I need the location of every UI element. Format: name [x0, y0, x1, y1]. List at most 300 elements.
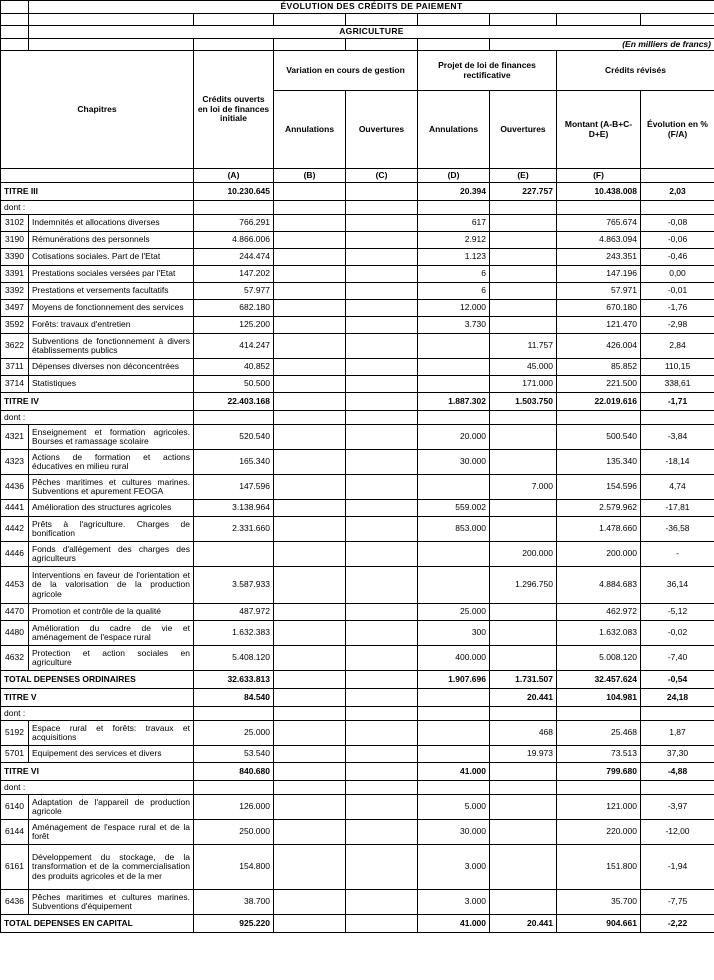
- cell-b: [274, 201, 346, 215]
- cell-d: 559.002: [418, 500, 490, 517]
- cell-c: [346, 215, 418, 232]
- blank-cell: [418, 13, 490, 26]
- chapter-number: 4321: [1, 425, 29, 450]
- cell-e: 1.296.750: [490, 567, 557, 604]
- cell-b: [274, 411, 346, 425]
- dont-label: dont :: [1, 781, 194, 795]
- cell-d: 6: [418, 283, 490, 300]
- cell-d: 400.000: [418, 646, 490, 671]
- cell-b: [274, 721, 346, 746]
- cell-b: [274, 795, 346, 820]
- cell-a: 244.474: [194, 249, 274, 266]
- chapter-number: 4470: [1, 604, 29, 621]
- cell-a: 10.230.645: [194, 183, 274, 201]
- cell-d: 41.000: [418, 915, 490, 933]
- cell-d: [418, 689, 490, 707]
- cell-e: 171.000: [490, 376, 557, 393]
- table-row: [1, 721, 714, 746]
- cell-a: [194, 411, 274, 425]
- chapter-number: 3391: [1, 266, 29, 283]
- chapter-label: Développement du stockage, de la transformation et de la commercialisation des produits agricoles et de la mer: [29, 845, 194, 890]
- blank-cell: [641, 13, 714, 26]
- cell-f: 147.196: [557, 266, 641, 283]
- cell-c: [346, 249, 418, 266]
- table-row: [1, 795, 714, 820]
- table-row: [1, 646, 714, 671]
- cell-e: [490, 621, 557, 646]
- data-rows: [1, 183, 714, 933]
- blank-cell: [274, 13, 346, 26]
- titre-row: [1, 393, 714, 411]
- cell-a: 682.180: [194, 300, 274, 317]
- table-row: [1, 266, 714, 283]
- blank-cell: [346, 13, 418, 26]
- cell-c: [346, 604, 418, 621]
- cell-evolution: -1,94: [641, 845, 714, 890]
- cell-b: [274, 763, 346, 781]
- cell-d: 3.730: [418, 317, 490, 334]
- cell-evolution: -1,76: [641, 300, 714, 317]
- cell-b: [274, 317, 346, 334]
- dont-label: dont :: [1, 201, 194, 215]
- cell-b: [274, 500, 346, 517]
- cell-c: [346, 450, 418, 475]
- chapter-number: 4436: [1, 475, 29, 500]
- cell-e: [490, 249, 557, 266]
- letter-d: (D): [418, 169, 490, 183]
- units-spacer-1: [1, 38, 29, 51]
- chapter-label: Interventions en faveur de l'orientation et de la valorisation de la production agricole: [29, 567, 194, 604]
- chapter-label: Espace rural et forêts: travaux et acquisitions: [29, 721, 194, 746]
- cell-e: [490, 795, 557, 820]
- cell-d: 20.394: [418, 183, 490, 201]
- table-row: [1, 359, 714, 376]
- cell-evolution: [641, 411, 714, 425]
- cell-c: [346, 820, 418, 845]
- cell-a: 766.291: [194, 215, 274, 232]
- cell-f: 4.863.094: [557, 232, 641, 249]
- chapter-label: Actions de formation et actions éducatives en milieu rural: [29, 450, 194, 475]
- cell-f: 121.470: [557, 317, 641, 334]
- cell-f: 220.000: [557, 820, 641, 845]
- table-row: [1, 542, 714, 567]
- cell-e: [490, 707, 557, 721]
- chapter-number: 4442: [1, 517, 29, 542]
- cell-d: [418, 746, 490, 763]
- cell-f: [557, 201, 641, 215]
- cell-b: [274, 283, 346, 300]
- cell-c: [346, 359, 418, 376]
- cell-d: 20.000: [418, 425, 490, 450]
- cell-c: [346, 721, 418, 746]
- cell-c: [346, 763, 418, 781]
- cell-evolution: -: [641, 542, 714, 567]
- cell-b: [274, 450, 346, 475]
- cell-a: [194, 542, 274, 567]
- cell-f: [557, 707, 641, 721]
- cell-e: [490, 845, 557, 890]
- cell-d: 1.907.696: [418, 671, 490, 689]
- cell-a: 2.331.660: [194, 517, 274, 542]
- cell-d: 1.887.302: [418, 393, 490, 411]
- cell-c: [346, 567, 418, 604]
- chapter-label: Aménagement de l'espace rural et de la forêt: [29, 820, 194, 845]
- cell-f: 200.000: [557, 542, 641, 567]
- chapter-label: Prêts à l'agriculture. Charges de bonification: [29, 517, 194, 542]
- chapter-label: Adaptation de l'appareil de production agricole: [29, 795, 194, 820]
- cell-e: [490, 300, 557, 317]
- cell-d: [418, 201, 490, 215]
- cell-a: 250.000: [194, 820, 274, 845]
- cell-evolution: 24,18: [641, 689, 714, 707]
- cell-c: [346, 671, 418, 689]
- blank-row-1: [1, 13, 714, 26]
- chapter-label: Dépenses diverses non déconcentrées: [29, 359, 194, 376]
- cell-d: [418, 567, 490, 604]
- cell-e: 1.503.750: [490, 393, 557, 411]
- cell-f: 904.661: [557, 915, 641, 933]
- titre-row: [1, 763, 714, 781]
- units-label: (En milliers de francs): [490, 38, 714, 51]
- cell-c: [346, 795, 418, 820]
- header-variation-group: Variation en cours de gestion: [274, 51, 418, 91]
- cell-a: 57.977: [194, 283, 274, 300]
- cell-d: 617: [418, 215, 490, 232]
- cell-b: [274, 425, 346, 450]
- row-title: TITRE VI: [1, 763, 194, 781]
- chapter-number: 3714: [1, 376, 29, 393]
- table-row: [1, 845, 714, 890]
- table-row: [1, 249, 714, 266]
- cell-d: 41.000: [418, 763, 490, 781]
- cell-a: 25.000: [194, 721, 274, 746]
- cell-e: 7.000: [490, 475, 557, 500]
- cell-f: [557, 411, 641, 425]
- chapter-label: Rémunérations des personnels: [29, 232, 194, 249]
- row-title: TITRE III: [1, 183, 194, 201]
- cell-e: 200.000: [490, 542, 557, 567]
- cell-b: [274, 542, 346, 567]
- cell-f: 462.972: [557, 604, 641, 621]
- cell-evolution: -0,54: [641, 671, 714, 689]
- cell-a: [194, 201, 274, 215]
- cell-e: [490, 201, 557, 215]
- cell-f: 426.004: [557, 334, 641, 359]
- chapter-number: 5701: [1, 746, 29, 763]
- cell-f: 1.632.083: [557, 621, 641, 646]
- cell-e: 227.757: [490, 183, 557, 201]
- units-spacer-3: [194, 38, 274, 51]
- cell-c: [346, 707, 418, 721]
- chapter-label: Amélioration du cadre de vie et aménagement de l'espace rural: [29, 621, 194, 646]
- cell-f: 104.981: [557, 689, 641, 707]
- cell-a: 165.340: [194, 450, 274, 475]
- table-row: [1, 376, 714, 393]
- chapter-label: Pêches maritimes et cultures marines. Subventions d'équipement: [29, 890, 194, 915]
- cell-f: 243.351: [557, 249, 641, 266]
- table-row: [1, 890, 714, 915]
- cell-a: 40.852: [194, 359, 274, 376]
- cell-a: 840.680: [194, 763, 274, 781]
- units-spacer-6: [418, 38, 490, 51]
- table-row: [1, 621, 714, 646]
- cell-f: 221.500: [557, 376, 641, 393]
- cell-a: 4.866.006: [194, 232, 274, 249]
- cell-d: [418, 707, 490, 721]
- header-revises-group: Crédits révisés: [557, 51, 714, 91]
- cell-b: [274, 266, 346, 283]
- cell-b: [274, 334, 346, 359]
- cell-f: 25.468: [557, 721, 641, 746]
- cell-b: [274, 300, 346, 317]
- chapter-number: 6436: [1, 890, 29, 915]
- cell-e: [490, 500, 557, 517]
- cell-f: 500.540: [557, 425, 641, 450]
- page-subtitle: AGRICULTURE: [29, 26, 714, 39]
- cell-c: [346, 689, 418, 707]
- cell-d: [418, 781, 490, 795]
- header-montant: Montant (A-B+C-D+E): [557, 91, 641, 169]
- cell-f: [557, 781, 641, 795]
- cell-c: [346, 334, 418, 359]
- letter-e: (E): [490, 169, 557, 183]
- cell-evolution: 1,87: [641, 721, 714, 746]
- header-credits-ouverts: Crédits ouverts en loi de finances initiale: [194, 51, 274, 169]
- cell-b: [274, 517, 346, 542]
- header-ouvertures-gestion: Ouvertures: [346, 91, 418, 169]
- cell-evolution: [641, 707, 714, 721]
- chapter-number: 4323: [1, 450, 29, 475]
- cell-f: 57.971: [557, 283, 641, 300]
- cell-f: 135.340: [557, 450, 641, 475]
- row-title: TITRE IV: [1, 393, 194, 411]
- cell-evolution: 2,84: [641, 334, 714, 359]
- cell-a: 487.972: [194, 604, 274, 621]
- cell-e: 468: [490, 721, 557, 746]
- cell-a: 414.247: [194, 334, 274, 359]
- group-header-row: [1, 51, 714, 91]
- chapter-number: 3102: [1, 215, 29, 232]
- total-row: [1, 671, 714, 689]
- cell-c: [346, 201, 418, 215]
- blank-cell: [194, 13, 274, 26]
- chapter-number: 6140: [1, 795, 29, 820]
- cell-f: 799.680: [557, 763, 641, 781]
- cell-f: 121.000: [557, 795, 641, 820]
- chapter-label: Promotion et contrôle de la qualité: [29, 604, 194, 621]
- cell-evolution: 2,03: [641, 183, 714, 201]
- cell-f: 32.457.624: [557, 671, 641, 689]
- chapter-label: Moyens de fonctionnement des services: [29, 300, 194, 317]
- chapter-number: 6161: [1, 845, 29, 890]
- chapter-number: 3711: [1, 359, 29, 376]
- cell-d: 12.000: [418, 300, 490, 317]
- cell-c: [346, 890, 418, 915]
- table-row: [1, 300, 714, 317]
- cell-a: 126.000: [194, 795, 274, 820]
- cell-b: [274, 915, 346, 933]
- chapter-label: Forêts: travaux d'entretien: [29, 317, 194, 334]
- cell-a: 154.800: [194, 845, 274, 890]
- cell-b: [274, 621, 346, 646]
- header-evolution: Évolution en % (F/A): [641, 91, 714, 169]
- cell-b: [274, 215, 346, 232]
- table-row: [1, 215, 714, 232]
- cell-e: [490, 283, 557, 300]
- cell-evolution: -18,14: [641, 450, 714, 475]
- units-spacer-4: [274, 38, 346, 51]
- cell-b: [274, 845, 346, 890]
- cell-b: [274, 689, 346, 707]
- chapter-number: 3390: [1, 249, 29, 266]
- cell-d: [418, 376, 490, 393]
- cell-b: [274, 604, 346, 621]
- cell-evolution: 37,30: [641, 746, 714, 763]
- cell-f: 35.700: [557, 890, 641, 915]
- cell-e: [490, 890, 557, 915]
- chapter-label: Pêches maritimes et cultures marines. Subventions et apurement FEOGA: [29, 475, 194, 500]
- letter-c: (C): [346, 169, 418, 183]
- dont-row: [1, 781, 714, 795]
- row-title: TITRE V: [1, 689, 194, 707]
- cell-e: 1.731.507: [490, 671, 557, 689]
- cell-e: [490, 763, 557, 781]
- cell-a: 38.700: [194, 890, 274, 915]
- cell-f: 5.008.120: [557, 646, 641, 671]
- title-spacer-left: [1, 1, 29, 14]
- chapter-label: Protection et action sociales en agriculture: [29, 646, 194, 671]
- cell-a: 125.200: [194, 317, 274, 334]
- cell-e: [490, 411, 557, 425]
- table-row: [1, 317, 714, 334]
- cell-evolution: -12,00: [641, 820, 714, 845]
- cell-c: [346, 283, 418, 300]
- cell-d: [418, 475, 490, 500]
- cell-b: [274, 646, 346, 671]
- cell-c: [346, 300, 418, 317]
- table-row: [1, 475, 714, 500]
- cell-a: [194, 781, 274, 795]
- cell-e: 45.000: [490, 359, 557, 376]
- units-spacer-5: [346, 38, 418, 51]
- letter-b: (B): [274, 169, 346, 183]
- cell-e: [490, 450, 557, 475]
- chapter-number: 4453: [1, 567, 29, 604]
- cell-evolution: -3,97: [641, 795, 714, 820]
- cell-e: 19.973: [490, 746, 557, 763]
- chapter-label: Indemnités et allocations diverses: [29, 215, 194, 232]
- cell-d: 853.000: [418, 517, 490, 542]
- cell-a: 84.540: [194, 689, 274, 707]
- table-row: [1, 500, 714, 517]
- cell-c: [346, 183, 418, 201]
- cell-c: [346, 915, 418, 933]
- cell-e: 11.757: [490, 334, 557, 359]
- units-row: [1, 38, 714, 51]
- dont-label: dont :: [1, 707, 194, 721]
- table-row: [1, 232, 714, 249]
- blank-cell: [557, 13, 641, 26]
- cell-b: [274, 393, 346, 411]
- cell-e: [490, 425, 557, 450]
- cell-d: [418, 334, 490, 359]
- cell-evolution: -36,58: [641, 517, 714, 542]
- cell-c: [346, 517, 418, 542]
- cell-d: 1.123: [418, 249, 490, 266]
- chapter-number: 5192: [1, 721, 29, 746]
- cell-a: 3.587.933: [194, 567, 274, 604]
- cell-d: [418, 721, 490, 746]
- cell-c: [346, 425, 418, 450]
- table-row: [1, 820, 714, 845]
- cell-e: [490, 820, 557, 845]
- cell-f: 151.800: [557, 845, 641, 890]
- cell-e: [490, 317, 557, 334]
- cell-b: [274, 820, 346, 845]
- cell-a: 520.540: [194, 425, 274, 450]
- units-spacer-2: [29, 38, 194, 51]
- cell-b: [274, 781, 346, 795]
- cell-e: [490, 215, 557, 232]
- dont-row: [1, 707, 714, 721]
- chapter-number: 4480: [1, 621, 29, 646]
- chapter-label: Prestations sociales versées par l'Etat: [29, 266, 194, 283]
- blank-cell: [29, 13, 194, 26]
- table-row: [1, 517, 714, 542]
- cell-evolution: -3,84: [641, 425, 714, 450]
- letter-spacer: [1, 169, 194, 183]
- dont-label: dont :: [1, 411, 194, 425]
- cell-b: [274, 890, 346, 915]
- titre-row: [1, 183, 714, 201]
- chapter-label: Cotisations sociales. Part de l'Etat: [29, 249, 194, 266]
- chapter-label: Equipement des services et divers: [29, 746, 194, 763]
- cell-d: 5.000: [418, 795, 490, 820]
- cell-c: [346, 411, 418, 425]
- cell-f: 2.579.962: [557, 500, 641, 517]
- cell-b: [274, 707, 346, 721]
- cell-evolution: -2,98: [641, 317, 714, 334]
- cell-b: [274, 232, 346, 249]
- chapter-label: Fonds d'allégement des charges des agriculteurs: [29, 542, 194, 567]
- cell-d: 25.000: [418, 604, 490, 621]
- dont-row: [1, 411, 714, 425]
- table-row: [1, 334, 714, 359]
- cell-f: 4.884.683: [557, 567, 641, 604]
- table-row: [1, 283, 714, 300]
- cell-a: 3.138.964: [194, 500, 274, 517]
- cell-c: [346, 393, 418, 411]
- cell-a: 1.632.383: [194, 621, 274, 646]
- cell-c: [346, 845, 418, 890]
- cell-a: 925.220: [194, 915, 274, 933]
- table-row: [1, 567, 714, 604]
- cell-e: 20.441: [490, 915, 557, 933]
- cell-e: [490, 646, 557, 671]
- row-title: TOTAL DEPENSES EN CAPITAL: [1, 915, 194, 933]
- table-body: [1, 1, 714, 183]
- subtitle-spacer-left: [1, 26, 29, 39]
- cell-c: [346, 232, 418, 249]
- cell-c: [346, 500, 418, 517]
- chapter-number: 3592: [1, 317, 29, 334]
- cell-evolution: -2,22: [641, 915, 714, 933]
- chapter-number: 4446: [1, 542, 29, 567]
- cell-d: 30.000: [418, 450, 490, 475]
- row-title: TOTAL DEPENSES ORDINAIRES: [1, 671, 194, 689]
- cell-b: [274, 359, 346, 376]
- chapter-number: 6144: [1, 820, 29, 845]
